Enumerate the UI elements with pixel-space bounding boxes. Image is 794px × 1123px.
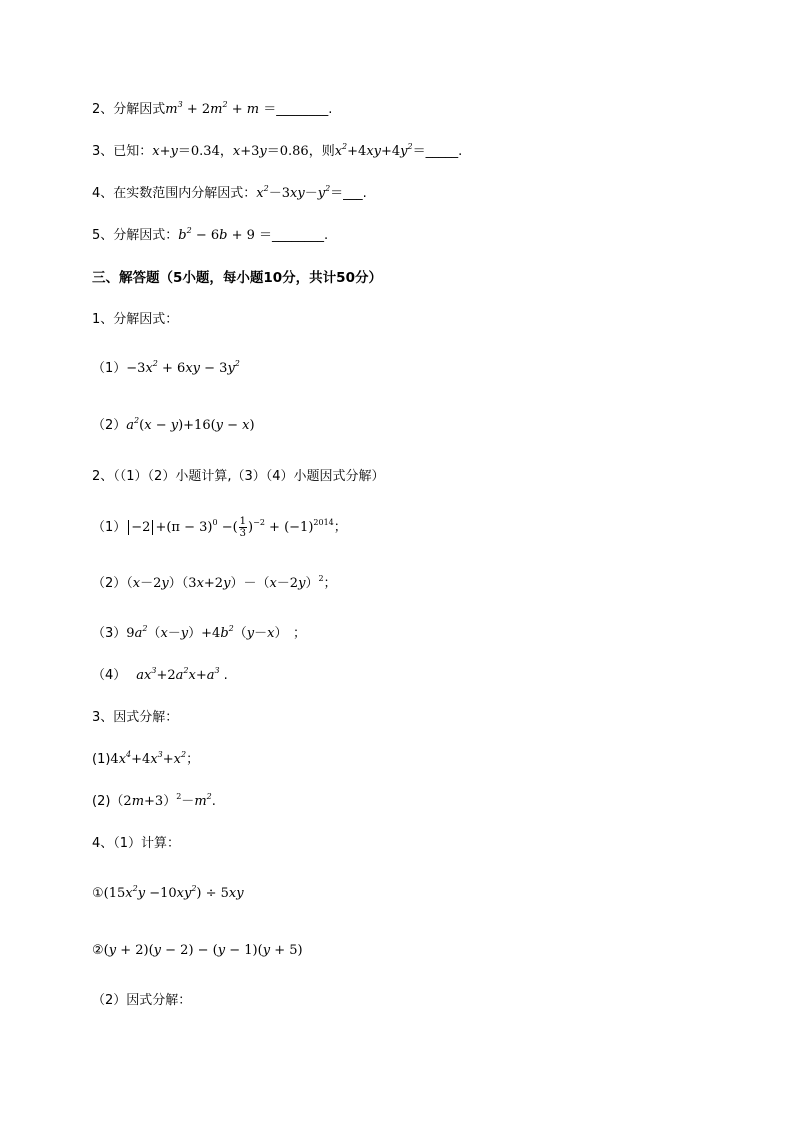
- question-4-label: 4、（1）计算：: [92, 836, 181, 851]
- punctuation: ；: [333, 520, 347, 535]
- punctuation: .: [223, 668, 228, 683]
- punctuation: ；: [186, 752, 200, 767]
- question-1-part-1: [92, 359, 240, 379]
- math-expression: $m^3 + 2m^2 + m$: [165, 100, 264, 117]
- fill-question-4: [92, 184, 367, 204]
- question-4-calc-1: [92, 884, 244, 904]
- question-label: 5、分解因式：: [92, 228, 179, 243]
- question-2-label: 2、（（1）（2）小题计算,（3）（4）小题因式分解）: [92, 469, 385, 484]
- punctuation: .: [211, 794, 216, 809]
- fill-question-5: [92, 226, 328, 246]
- math-expression: $a^2(x - y)+16(y - x)$: [126, 416, 255, 433]
- math-expression: $9a^2(x-y)+4b^2(y-x)$: [126, 624, 281, 641]
- section-heading: 三、解答题（5小题，每小题10分，共计50分）: [92, 270, 382, 286]
- part-label: （2）: [92, 418, 127, 433]
- question-4-part-2-label: （2）因式分解：: [92, 993, 192, 1008]
- math-expression: x+y＝0.34: [152, 144, 220, 159]
- question-2-part-1: [92, 516, 347, 539]
- question-1-label: 1、分解因式：: [92, 312, 179, 327]
- math-expression: $4x^4+4x^3+x^2$: [110, 750, 187, 767]
- math-expression: $-2 +(\pi - 3)^0$ −( $\frac{1}{3}$ )$^{-2} + (-1)^{2014}$: [126, 520, 333, 535]
- question-3-label: 3、因式分解：: [92, 710, 179, 725]
- math-expression: $(15x^2y -10xy^2) \div 5xy$: [103, 884, 244, 901]
- answer-blank: ＝_____.: [412, 144, 463, 159]
- part-label: （4）: [92, 668, 127, 683]
- math-expression: $(x-2y)(3x+2y)-(x-2y)^2$: [126, 574, 324, 591]
- question-3-part-2: [92, 792, 216, 812]
- question-label: 3、已知：: [92, 144, 153, 159]
- item-marker: ②: [92, 943, 104, 958]
- question-2-part-3: [92, 624, 306, 644]
- math-expression: $x^2+4xy+4y^2$: [334, 142, 413, 159]
- fill-question-3: [92, 142, 462, 162]
- question-label: 2、分解因式: [92, 102, 166, 117]
- math-expression: $ax^3+2a^2x+a^3$: [136, 666, 220, 683]
- question-4-calc-2: [92, 941, 303, 961]
- connector-text: ，则: [308, 144, 335, 159]
- part-label: (2): [92, 794, 111, 809]
- punctuation: ；: [323, 576, 337, 591]
- part-label: （1）: [92, 361, 127, 376]
- math-expression: x+3y＝0.86: [232, 144, 309, 159]
- question-label: 4、在实数范围内分解因式：: [92, 186, 257, 201]
- part-label: (1): [92, 752, 111, 767]
- part-label: （3）: [92, 626, 127, 641]
- answer-blank: ＝________.: [259, 228, 329, 243]
- math-expression: $(2m+3)^2-m^2$: [110, 792, 212, 809]
- answer-blank: ＝________.: [263, 102, 333, 117]
- item-marker: ①: [92, 886, 104, 901]
- separator: ，: [219, 144, 233, 159]
- question-1-part-2: [92, 416, 255, 436]
- part-label: （2）: [92, 576, 127, 591]
- answer-blank: ＝___.: [330, 186, 367, 201]
- punctuation: ；: [293, 626, 307, 641]
- question-3-part-1: [92, 750, 199, 770]
- question-2-part-4: [92, 666, 228, 686]
- fill-question-2: [92, 100, 332, 120]
- math-expression: $-3x^2 + 6xy - 3y^2$: [126, 359, 240, 376]
- math-expression: (y + 2)(y − 2) − (y − 1)(y + 5): [103, 943, 303, 958]
- math-expression: $b^2 - 6b + 9$: [178, 226, 260, 243]
- question-2-part-2: [92, 574, 337, 594]
- math-expression: $x^2-3xy-y^2$: [256, 184, 331, 201]
- part-label: （1）: [92, 520, 127, 535]
